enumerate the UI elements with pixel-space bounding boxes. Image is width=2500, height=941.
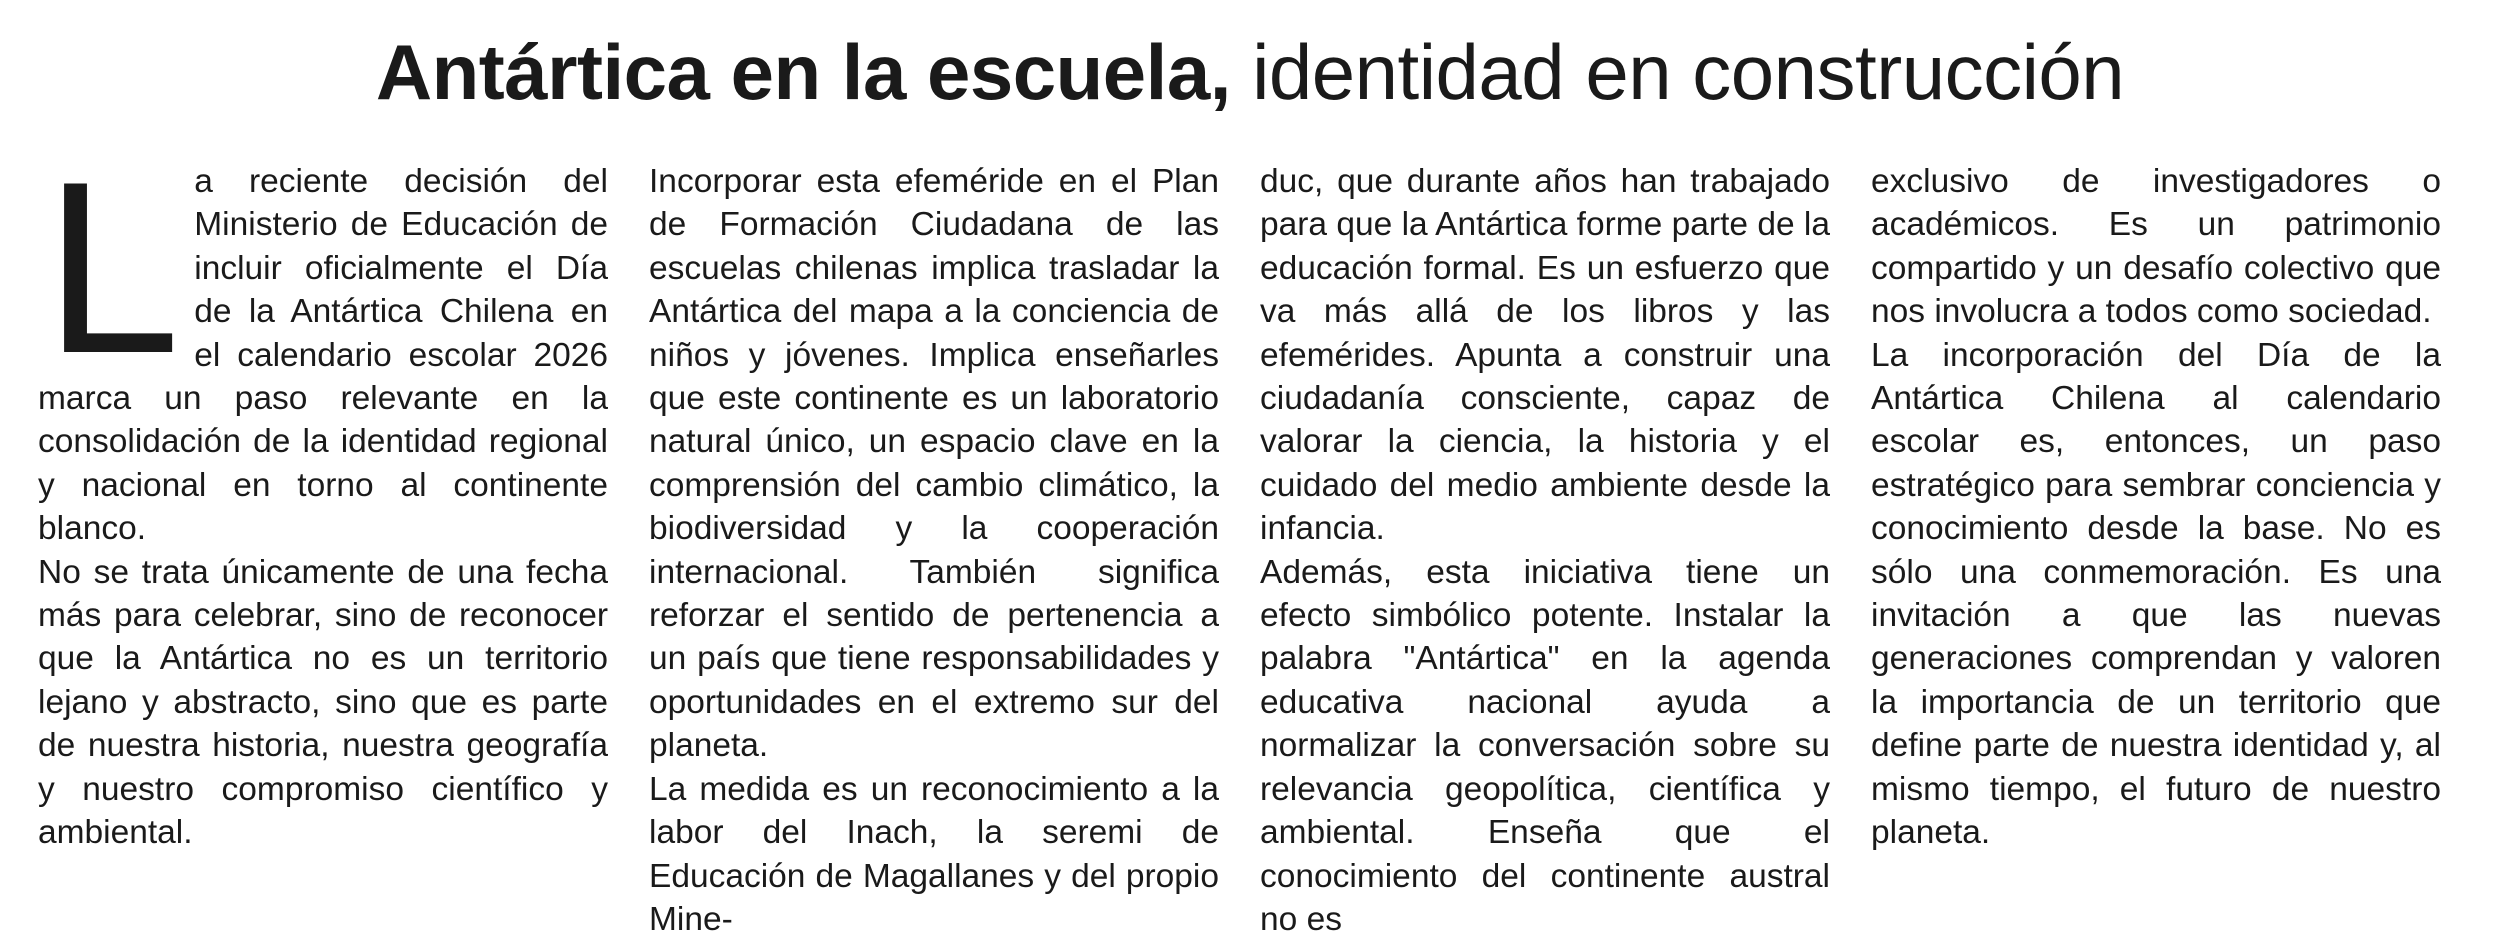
headline-bold: Antártica en la escuela, [375, 28, 1231, 116]
drop-cap: L [44, 130, 181, 404]
column-1 [38, 130, 608, 855]
article-headline [0, 22, 2500, 122]
paragraph: La medida es un reconocimiento a la labor del Inach, la seremi de Educación de Magallanes y del propio Mine- [649, 770, 1219, 938]
paragraph-text: a reciente decisión del Ministerio de Educación de incluir oficialmente el Día de la Antártica Chilena en el calendario escolar 2026 marca un paso relevante en la consolidación de la identidad regional y nacional en torno al continente blanco. [38, 163, 608, 548]
paragraph: La incorporación del Día de la Antártica Chilena al calendario escolar es, entonces, un paso estratégico para sembrar conciencia y conocimiento desde la base. No es sólo una conmemoración. Es una invitación a que las nuevas generaciones comprendan y valoren la importancia de un territorio que define parte de nuestra identidad y, al mismo tiempo, el futuro de nuestro planeta. [1871, 336, 2441, 852]
column-3 [1260, 160, 1830, 941]
headline-light: identidad en construcción [1230, 28, 2125, 116]
paragraph: No se trata únicamente de una fecha más para celebrar, sino de reconocer que la Antártica no es un territorio lejano y abstracto, sino que es parte de nuestra historia, nuestra geografía y nuestro compromiso científico y ambiental. [38, 553, 608, 852]
paragraph: exclusivo de investigadores o académicos. Es un patrimonio compartido y un desafío colectivo que nos involucra a todos como sociedad. [1871, 163, 2441, 331]
paragraph: duc, que durante años han trabajado para que la Antártica forme parte de la educación formal. Es un esfuerzo que va más allá de los libros y las efemérides. Apunta a construir una ciudadanía consciente, capaz de valorar la ciencia, la historia y el cuidado del medio ambiente desde la infancia. [1260, 163, 1830, 548]
paragraph: Además, esta iniciativa tiene un efecto simbólico potente. Instalar la palabra "Antártica" en la agenda educativa nacional ayuda a normalizar la conversación sobre su relevancia geopolítica, científica y ambiental. Enseña que el conocimiento del continente austral no es [1260, 553, 1830, 938]
paragraph [38, 130, 608, 551]
column-2 [649, 160, 1219, 941]
column-4 [1871, 160, 2441, 855]
paragraph: Incorporar esta efeméride en el Plan de Formación Ciudadana de las escuelas chilenas implica trasladar la Antártica del mapa a la conciencia de niños y jóvenes. Implica enseñarles que este continente es un laboratorio natural único, un espacio clave en la comprensión del cambio climático, la biodiversidad y la cooperación internacional. También significa reforzar el sentido de pertenencia a un país que tiene responsabilidades y oportunidades en el extremo sur del planeta. [649, 163, 1219, 765]
